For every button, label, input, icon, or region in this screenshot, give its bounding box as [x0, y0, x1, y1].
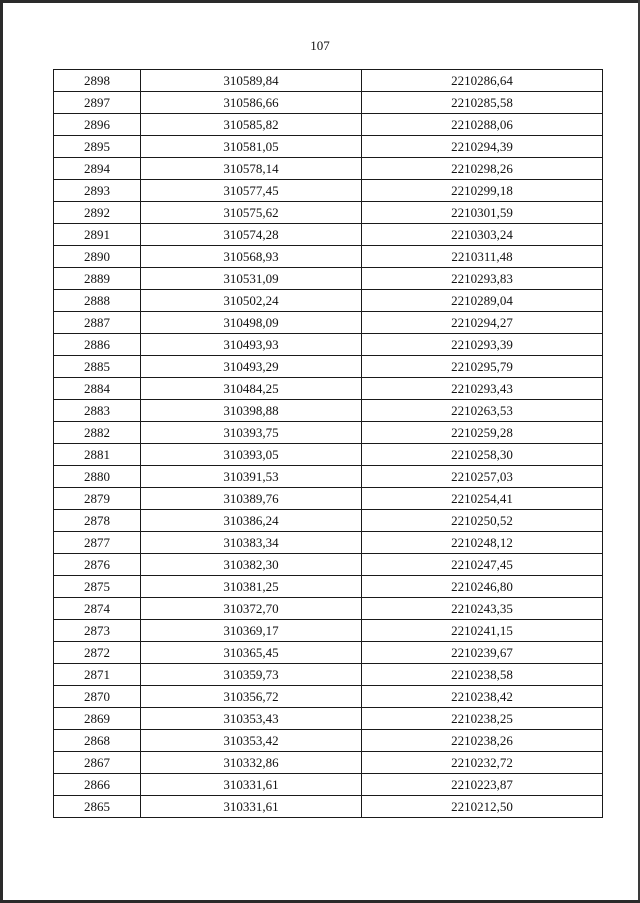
y-coordinate-cell: 2210311,48 — [362, 246, 603, 268]
point-number-cell: 2877 — [54, 532, 141, 554]
table-row — [54, 334, 603, 356]
x-coordinate-cell: 310568,93 — [141, 246, 362, 268]
x-coordinate-cell: 310382,30 — [141, 554, 362, 576]
point-number-cell: 2894 — [54, 158, 141, 180]
point-number-cell: 2889 — [54, 268, 141, 290]
x-coordinate-cell: 310381,25 — [141, 576, 362, 598]
table-row — [54, 224, 603, 246]
y-coordinate-cell: 2210294,27 — [362, 312, 603, 334]
y-coordinate-cell: 2210232,72 — [362, 752, 603, 774]
point-number-cell: 2865 — [54, 796, 141, 818]
table-row — [54, 554, 603, 576]
x-coordinate-cell: 310498,09 — [141, 312, 362, 334]
point-number-cell: 2888 — [54, 290, 141, 312]
y-coordinate-cell: 2210248,12 — [362, 532, 603, 554]
scan-border-left — [0, 0, 3, 903]
y-coordinate-cell: 2210263,53 — [362, 400, 603, 422]
x-coordinate-cell: 310589,84 — [141, 70, 362, 92]
table-row — [54, 290, 603, 312]
point-number-cell: 2896 — [54, 114, 141, 136]
y-coordinate-cell: 2210289,04 — [362, 290, 603, 312]
scan-border-top — [0, 0, 640, 3]
y-coordinate-cell: 2210285,58 — [362, 92, 603, 114]
y-coordinate-cell: 2210238,42 — [362, 686, 603, 708]
x-coordinate-cell: 310575,62 — [141, 202, 362, 224]
table-row — [54, 202, 603, 224]
x-coordinate-cell: 310386,24 — [141, 510, 362, 532]
x-coordinate-cell: 310398,88 — [141, 400, 362, 422]
point-number-cell: 2898 — [54, 70, 141, 92]
table-row — [54, 180, 603, 202]
table-row — [54, 400, 603, 422]
x-coordinate-cell: 310574,28 — [141, 224, 362, 246]
point-number-cell: 2874 — [54, 598, 141, 620]
point-number-cell: 2881 — [54, 444, 141, 466]
point-number-cell: 2871 — [54, 664, 141, 686]
y-coordinate-cell: 2210301,59 — [362, 202, 603, 224]
y-coordinate-cell: 2210299,18 — [362, 180, 603, 202]
y-coordinate-cell: 2210239,67 — [362, 642, 603, 664]
table-row — [54, 730, 603, 752]
x-coordinate-cell: 310383,34 — [141, 532, 362, 554]
point-number-cell: 2880 — [54, 466, 141, 488]
table-row — [54, 642, 603, 664]
y-coordinate-cell: 2210293,39 — [362, 334, 603, 356]
x-coordinate-cell: 310353,43 — [141, 708, 362, 730]
point-number-cell: 2895 — [54, 136, 141, 158]
y-coordinate-cell: 2210303,24 — [362, 224, 603, 246]
table-row — [54, 356, 603, 378]
point-number-cell: 2885 — [54, 356, 141, 378]
y-coordinate-cell: 2210238,58 — [362, 664, 603, 686]
point-number-cell: 2872 — [54, 642, 141, 664]
coordinates-table-body — [54, 70, 603, 818]
x-coordinate-cell: 310356,72 — [141, 686, 362, 708]
x-coordinate-cell: 310581,05 — [141, 136, 362, 158]
x-coordinate-cell: 310531,09 — [141, 268, 362, 290]
y-coordinate-cell: 2210241,15 — [362, 620, 603, 642]
point-number-cell: 2866 — [54, 774, 141, 796]
table-row — [54, 466, 603, 488]
table-row — [54, 488, 603, 510]
table-row — [54, 268, 603, 290]
point-number-cell: 2884 — [54, 378, 141, 400]
table-row — [54, 378, 603, 400]
y-coordinate-cell: 2210294,39 — [362, 136, 603, 158]
point-number-cell: 2890 — [54, 246, 141, 268]
y-coordinate-cell: 2210288,06 — [362, 114, 603, 136]
table-row — [54, 752, 603, 774]
point-number-cell: 2882 — [54, 422, 141, 444]
y-coordinate-cell: 2210298,26 — [362, 158, 603, 180]
x-coordinate-cell: 310586,66 — [141, 92, 362, 114]
point-number-cell: 2875 — [54, 576, 141, 598]
y-coordinate-cell: 2210293,83 — [362, 268, 603, 290]
y-coordinate-cell: 2210246,80 — [362, 576, 603, 598]
y-coordinate-cell: 2210258,30 — [362, 444, 603, 466]
table-row — [54, 136, 603, 158]
y-coordinate-cell: 2210286,64 — [362, 70, 603, 92]
point-number-cell: 2892 — [54, 202, 141, 224]
x-coordinate-cell: 310332,86 — [141, 752, 362, 774]
y-coordinate-cell: 2210293,43 — [362, 378, 603, 400]
x-coordinate-cell: 310365,45 — [141, 642, 362, 664]
x-coordinate-cell: 310389,76 — [141, 488, 362, 510]
x-coordinate-cell: 310502,24 — [141, 290, 362, 312]
point-number-cell: 2869 — [54, 708, 141, 730]
y-coordinate-cell: 2210238,26 — [362, 730, 603, 752]
point-number-cell: 2868 — [54, 730, 141, 752]
table-row — [54, 686, 603, 708]
x-coordinate-cell: 310493,29 — [141, 356, 362, 378]
point-number-cell: 2879 — [54, 488, 141, 510]
point-number-cell: 2878 — [54, 510, 141, 532]
y-coordinate-cell: 2210257,03 — [362, 466, 603, 488]
x-coordinate-cell: 310359,73 — [141, 664, 362, 686]
table-row — [54, 774, 603, 796]
table-row — [54, 312, 603, 334]
table-row — [54, 708, 603, 730]
point-number-cell: 2887 — [54, 312, 141, 334]
y-coordinate-cell: 2210295,79 — [362, 356, 603, 378]
point-number-cell: 2886 — [54, 334, 141, 356]
x-coordinate-cell: 310391,53 — [141, 466, 362, 488]
x-coordinate-cell: 310484,25 — [141, 378, 362, 400]
y-coordinate-cell: 2210238,25 — [362, 708, 603, 730]
x-coordinate-cell: 310369,17 — [141, 620, 362, 642]
point-number-cell: 2870 — [54, 686, 141, 708]
y-coordinate-cell: 2210247,45 — [362, 554, 603, 576]
x-coordinate-cell: 310585,82 — [141, 114, 362, 136]
x-coordinate-cell: 310331,61 — [141, 774, 362, 796]
table-row — [54, 246, 603, 268]
y-coordinate-cell: 2210243,35 — [362, 598, 603, 620]
point-number-cell: 2891 — [54, 224, 141, 246]
table-row — [54, 92, 603, 114]
table-row — [54, 444, 603, 466]
page-number: 107 — [310, 38, 330, 53]
y-coordinate-cell: 2210250,52 — [362, 510, 603, 532]
table-row — [54, 158, 603, 180]
y-coordinate-cell: 2210223,87 — [362, 774, 603, 796]
x-coordinate-cell: 310493,93 — [141, 334, 362, 356]
x-coordinate-cell: 310372,70 — [141, 598, 362, 620]
table-row — [54, 664, 603, 686]
y-coordinate-cell: 2210254,41 — [362, 488, 603, 510]
x-coordinate-cell: 310393,75 — [141, 422, 362, 444]
point-number-cell: 2897 — [54, 92, 141, 114]
table-row — [54, 620, 603, 642]
x-coordinate-cell: 310331,61 — [141, 796, 362, 818]
point-number-cell: 2883 — [54, 400, 141, 422]
x-coordinate-cell: 310353,42 — [141, 730, 362, 752]
point-number-cell: 2876 — [54, 554, 141, 576]
table-row — [54, 114, 603, 136]
x-coordinate-cell: 310393,05 — [141, 444, 362, 466]
table-row — [54, 796, 603, 818]
point-number-cell: 2873 — [54, 620, 141, 642]
y-coordinate-cell: 2210212,50 — [362, 796, 603, 818]
table-row — [54, 598, 603, 620]
table-row — [54, 510, 603, 532]
table-row — [54, 70, 603, 92]
table-row — [54, 532, 603, 554]
coordinates-table — [53, 69, 603, 818]
x-coordinate-cell: 310577,45 — [141, 180, 362, 202]
table-row — [54, 576, 603, 598]
y-coordinate-cell: 2210259,28 — [362, 422, 603, 444]
point-number-cell: 2867 — [54, 752, 141, 774]
point-number-cell: 2893 — [54, 180, 141, 202]
table-row — [54, 422, 603, 444]
x-coordinate-cell: 310578,14 — [141, 158, 362, 180]
